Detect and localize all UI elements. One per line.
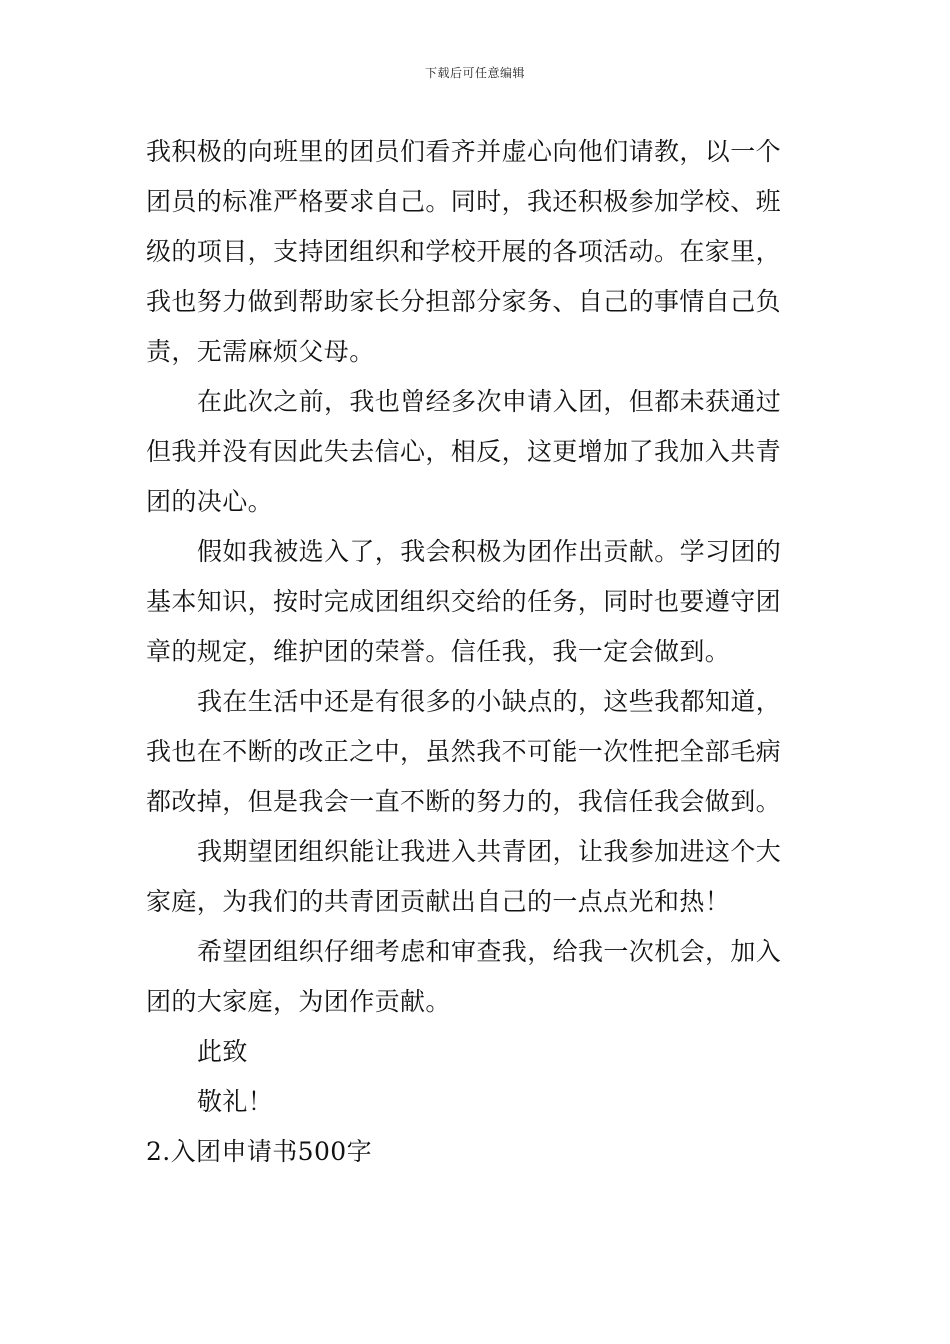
text-line: 章的规定，维护团的荣誉。信任我，我一定会做到。 bbox=[146, 637, 731, 666]
page-header: 下载后可任意编辑 bbox=[424, 66, 525, 80]
paragraph-start: 希望团组织仔细考虑和审查我，给我一次机会，加入 bbox=[197, 937, 782, 966]
closing-salutation: 此致 bbox=[197, 1037, 248, 1066]
text-line: 基本知识，按时完成团组织交给的任务，同时也要遵守团 bbox=[146, 587, 782, 616]
text-line: 团员的标准严格要求自己。同时，我还积极参加学校、班 bbox=[146, 187, 782, 216]
document-body bbox=[146, 127, 810, 1177]
text-line: 级的项目，支持团组织和学校开展的各项活动。在家里， bbox=[146, 237, 782, 266]
closing-regards: 敬礼！ bbox=[197, 1087, 274, 1116]
text-line: 但我并没有因此失去信心，相反，这更增加了我加入共青 bbox=[146, 437, 782, 466]
text-line: 我也努力做到帮助家长分担部分家务、自己的事情自己负 bbox=[146, 287, 782, 316]
text-line: 责，无需麻烦父母。 bbox=[146, 337, 375, 366]
text-line: 我也在不断的改正之中，虽然我不可能一次性把全部毛病 bbox=[146, 737, 782, 766]
text-line: 家庭，为我们的共青团贡献出自己的一点点光和热！ bbox=[146, 887, 731, 916]
text-line: 我积极的向班里的团员们看齐并虚心向他们请教，以一个 bbox=[146, 137, 782, 166]
section-heading: 2.入团申请书500字 bbox=[146, 1137, 372, 1166]
text-line: 都改掉，但是我会一直不断的努力的，我信任我会做到。 bbox=[146, 787, 782, 816]
paragraph-start: 假如我被选入了，我会积极为团作出贡献。学习团的 bbox=[197, 537, 782, 566]
text-line: 团的决心。 bbox=[146, 487, 274, 516]
paragraph-start: 我在生活中还是有很多的小缺点的，这些我都知道， bbox=[197, 687, 782, 716]
paragraph-start: 我期望团组织能让我进入共青团，让我参加进这个大 bbox=[197, 837, 782, 866]
text-line: 团的大家庭，为团作贡献。 bbox=[146, 987, 451, 1016]
paragraph-start: 在此次之前，我也曾经多次申请入团，但都未获通过 bbox=[197, 387, 782, 416]
